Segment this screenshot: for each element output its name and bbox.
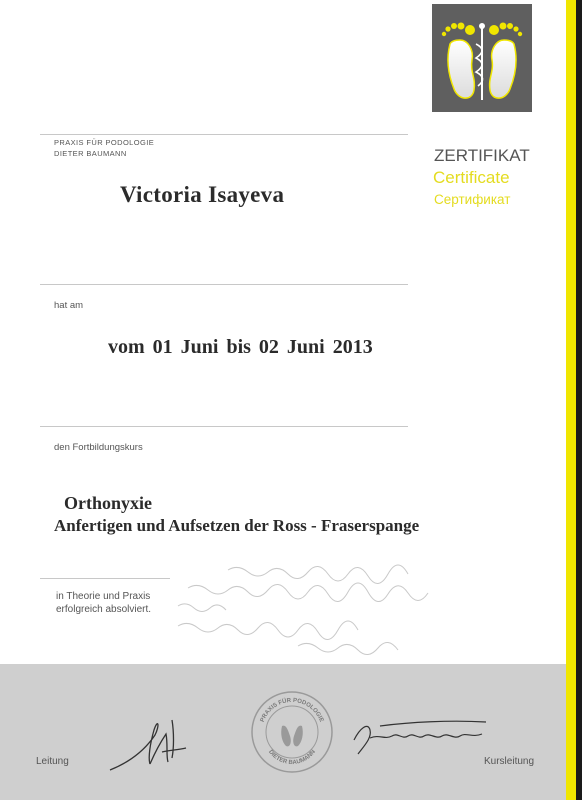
- feet-logo: [432, 4, 532, 112]
- yellow-side-bar: [566, 0, 576, 800]
- signature-left: [100, 700, 210, 775]
- divider: [40, 284, 408, 285]
- recipient-name: Victoria Isayeva: [120, 182, 285, 207]
- completion-line-1: in Theorie und Praxis: [56, 591, 151, 602]
- course-label: den Fortbildungskurs: [54, 442, 143, 453]
- certificate-title-russian: Сертификат: [434, 192, 511, 207]
- course-subtitle: Anfertigen und Aufsetzen der Ross - Fraserspange: [54, 516, 420, 535]
- divider: [40, 426, 408, 427]
- feet-icon: [432, 4, 532, 112]
- certificate-title-english: Certificate: [433, 168, 510, 187]
- svg-text:DIETER BAUMANN: DIETER BAUMANN: [267, 749, 317, 767]
- signature-right: [350, 710, 490, 760]
- completion-line-2: erfolgreich absolviert.: [56, 604, 152, 615]
- certificate-title-german: ZERTIFIKAT: [434, 146, 530, 165]
- scan-edge: [576, 0, 582, 800]
- practice-owner: DIETER BAUMANN: [54, 149, 127, 158]
- leitung-label: Leitung: [36, 756, 69, 767]
- handwritten-note: [168, 560, 528, 660]
- practice-seal: [250, 690, 334, 774]
- kursleitung-label: Kursleitung: [484, 756, 535, 767]
- completion-text: [56, 590, 151, 616]
- divider: [40, 134, 408, 135]
- svg-text:PRAXIS FÜR PODOLOGIE: PRAXIS FÜR PODOLOGIE: [259, 697, 325, 724]
- course-title: Orthonyxie: [64, 493, 152, 513]
- practice-name: PRAXIS FÜR PODOLOGIE: [54, 138, 155, 147]
- hat-am-label: hat am: [54, 300, 84, 311]
- course-dates: vom 01 Juni bis 02 Juni 2013: [108, 336, 373, 358]
- divider: [40, 578, 170, 579]
